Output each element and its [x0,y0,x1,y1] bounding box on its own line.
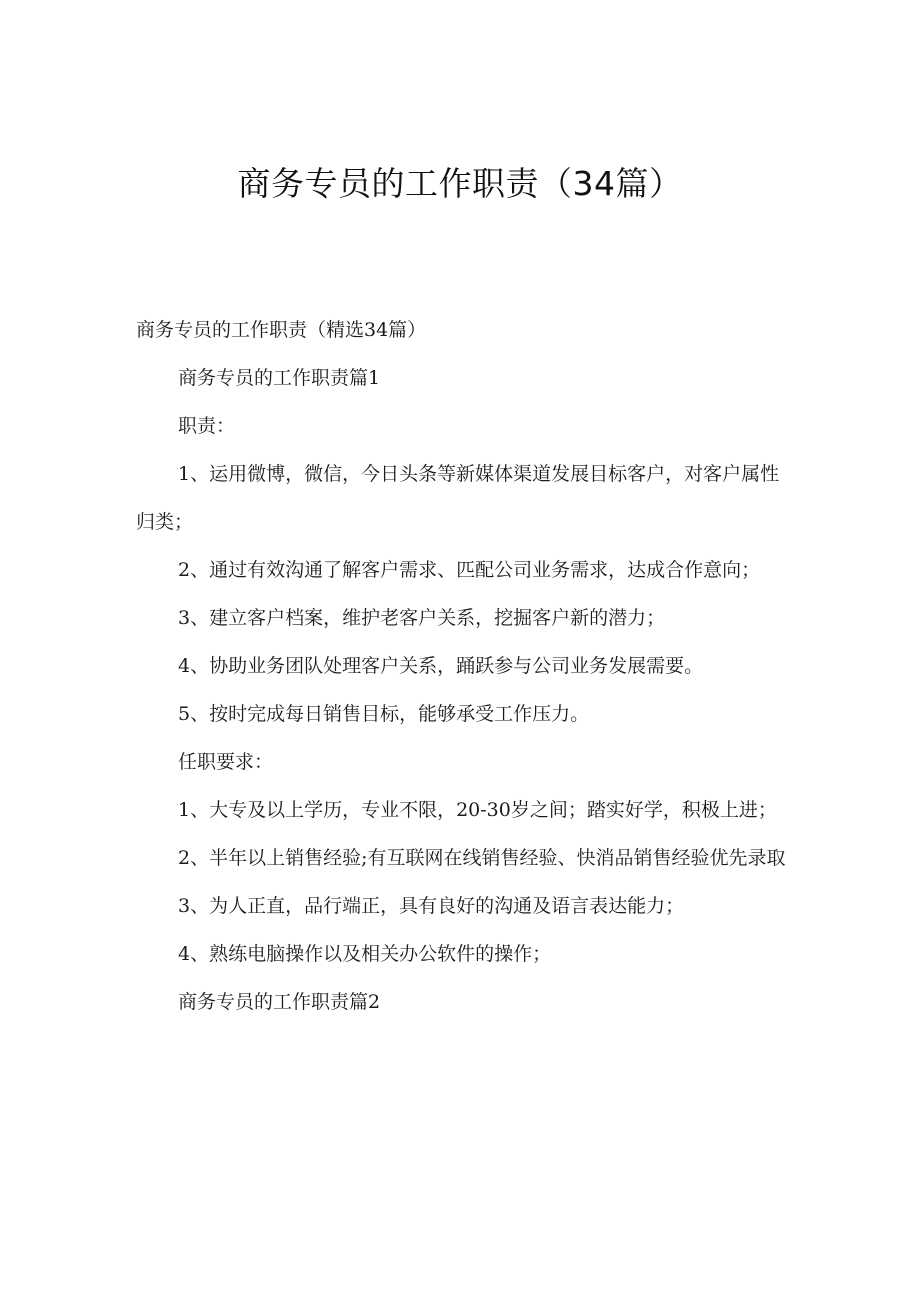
paragraph: 商务专员的工作职责（精选34篇） [136,319,427,341]
paragraph: 3、为人正直，品行端正，具有良好的沟通及语言表达能力； [178,895,685,917]
paragraph: 2、通过有效沟通了解客户需求、匹配公司业务需求，达成合作意向； [178,559,761,581]
document-title: 商务专员的工作职责（34篇） [237,164,683,203]
paragraph: 商务专员的工作职责篇1 [178,367,381,389]
paragraph: 任职要求： [178,751,274,773]
document-body [136,306,786,1026]
paragraph: 5、按时完成每日销售目标，能够承受工作压力。 [178,703,590,725]
paragraph: 商务专员的工作职责篇2 [178,991,381,1013]
paragraph: 3、建立客户档案，维护老客户关系，挖掘客户新的潜力； [178,607,666,629]
paragraph: 2、半年以上销售经验;有互联网在线销售经验、快消品销售经验优先录取 [178,847,786,869]
paragraph: 职责： [178,415,236,437]
paragraph: 4、协助业务团队处理客户关系，踊跃参与公司业务发展需要。 [178,655,704,677]
paragraph: 1、大专及以上学历，专业不限，20-30岁之间；踏实好学，积极上进； [178,799,777,821]
paragraph: 4、熟练电脑操作以及相关办公软件的操作； [178,943,552,965]
paragraph: 1、运用微博，微信，今日头条等新媒体渠道发展目标客户，对客户属性归类； [136,463,780,533]
